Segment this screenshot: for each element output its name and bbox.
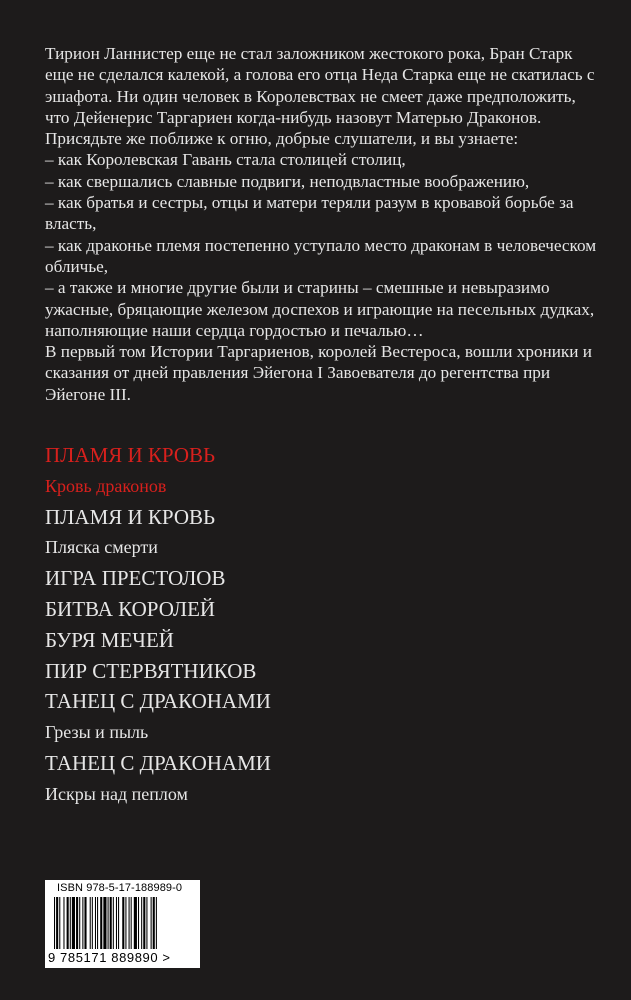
barcode-bar (153, 897, 155, 949)
barcode-bar (134, 897, 137, 949)
series-title: Пляска смерти (45, 537, 158, 558)
isbn-digits: 9 785171 889890 > (48, 950, 171, 965)
back-cover-blurb (45, 43, 600, 405)
barcode-bar (141, 897, 142, 949)
barcode-bar (70, 897, 71, 949)
barcode-bar (56, 897, 58, 949)
barcode-bar (129, 897, 130, 949)
barcode-bar (63, 897, 64, 949)
barcode-bar (131, 897, 132, 949)
blurb-paragraph: Тирион Ланнистер еще не стал заложником жестокого рока, Бран Старк еще не сделался калекой, а голова его отца Неда Старка еще не скатилась с эшафота. Ни один человек в Королевствах не смеет даже предположить, что Дейенерис Таргариен когда-нибудь назовут Матерью Драконов. (45, 44, 595, 127)
blurb-paragraph: – как драконье племя постепенно уступало место драконам в человеческом обличье, (45, 235, 597, 276)
barcode-bar (146, 897, 147, 949)
series-book-list (45, 440, 271, 810)
barcode-bar (67, 897, 69, 949)
isbn-barcode (45, 880, 200, 968)
barcode-bars (54, 897, 192, 949)
barcode-bar (84, 897, 86, 949)
barcode-bar (156, 897, 157, 949)
barcode-bar (143, 897, 145, 949)
blurb-paragraph: – а также и многие другие были и старины – смешные и невыразимо ужасные, бряцающие железом доспехов и играющие на песельных дудках, наполняющие наши сердца гордостью и печалью… (45, 278, 595, 340)
barcode-bar (54, 897, 55, 949)
barcode-bar (97, 897, 98, 949)
barcode-bar (90, 897, 91, 949)
series-title: БИТВА КОРОЛЕЙ (45, 596, 216, 621)
blurb-paragraph: – как братья и сестры, отцы и матери теряли разум в кровавой борьбе за власть, (45, 193, 574, 234)
barcode-bar (118, 897, 119, 949)
barcode-bar (82, 897, 83, 949)
series-title: Искры над пеплом (45, 783, 188, 804)
series-title: ПЛАМЯ И КРОВЬ (45, 504, 216, 529)
barcode-bar (92, 897, 93, 949)
barcode-bar (59, 897, 60, 949)
barcode-bar (95, 897, 96, 949)
barcode-bar (151, 897, 152, 949)
barcode-bar (100, 897, 102, 949)
series-title: ТАНЕЦ С ДРАКОНАМИ (45, 689, 271, 714)
barcode-bar (113, 897, 114, 949)
series-title: ТАНЕЦ С ДРАКОНАМИ (45, 750, 271, 775)
barcode-bar (122, 897, 124, 949)
series-title: ПЛАМЯ И КРОВЬ (45, 443, 216, 467)
barcode-bar (110, 897, 112, 949)
blurb-paragraph: Присядьте же поближе к огню, добрые слушатели, и вы узнаете: (45, 129, 519, 149)
series-title: Кровь драконов (45, 475, 167, 496)
isbn-label: ISBN 978-5-17-188989-0 (57, 882, 183, 894)
series-title: ИГРА ПРЕСТОЛОВ (45, 566, 226, 591)
series-title: ПИР СТЕРВЯТНИКОВ (45, 658, 257, 683)
blurb-paragraph: В первый том Истории Таргариенов, королей Вестероса, вошли хроники и сказания от дней правления Эйегона I Завоевателя до регентства при Эйегоне III. (45, 342, 592, 404)
blurb-paragraph: – как свершались славные подвиги, неподвластные воображению, (45, 171, 530, 191)
series-title: Грезы и пыль (45, 722, 149, 743)
barcode-bar (138, 897, 139, 949)
barcode-bar (79, 897, 80, 949)
barcode-bar (72, 897, 75, 949)
barcode-bar (125, 897, 126, 949)
barcode-bar (116, 897, 117, 949)
barcode-bar (76, 897, 78, 949)
series-title: БУРЯ МЕЧЕЙ (45, 627, 174, 652)
barcode-bar (108, 897, 109, 949)
blurb-paragraph: – как Королевская Гавань стала столицей столиц, (45, 150, 406, 170)
barcode-bar (103, 897, 106, 949)
